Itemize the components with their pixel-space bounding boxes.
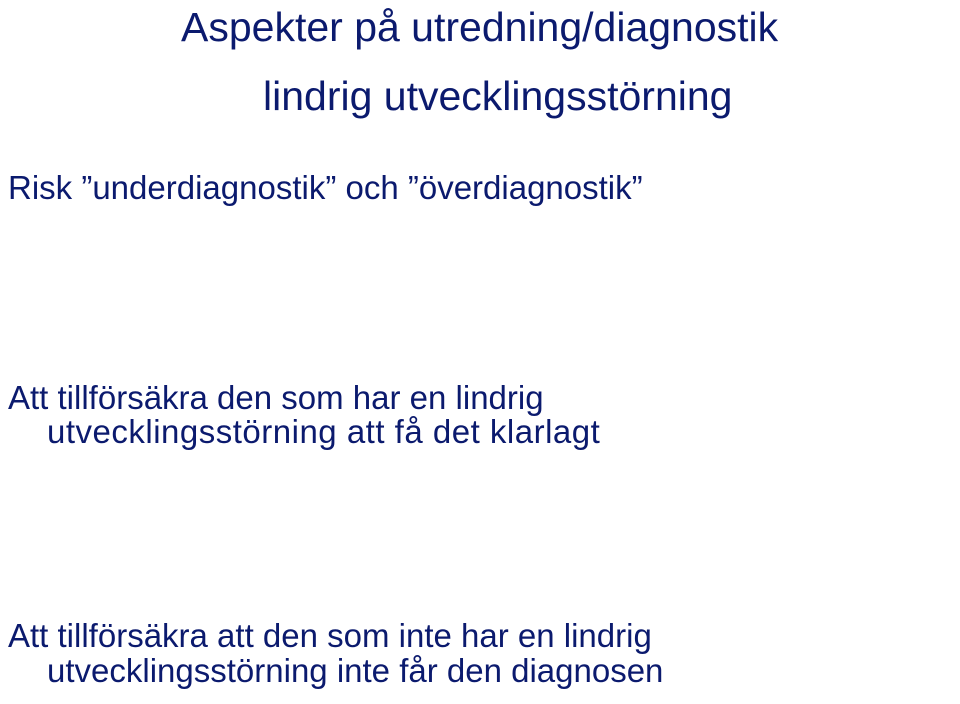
bullet-overdiagnosis-line-1: Att tillförsäkra att den som inte har en lindrig bbox=[8, 617, 652, 654]
bullet-underdiagnosis-line-2: utvecklingsstörning att få det klarlagt bbox=[47, 413, 601, 450]
bullet-underdiagnosis-line-1: Att tillförsäkra den som har en lindrig bbox=[8, 379, 544, 416]
bullet-overdiagnosis-line-2: utvecklingsstörning inte får den diagnosen bbox=[47, 652, 664, 689]
slide-title-line-1: Aspekter på utredning/diagnostik bbox=[181, 4, 779, 50]
bullet-risk: Risk ”underdiagnostik” och ”överdiagnostik” bbox=[8, 169, 643, 206]
slide-title-line-2: lindrig utvecklingsstörning bbox=[263, 73, 733, 119]
